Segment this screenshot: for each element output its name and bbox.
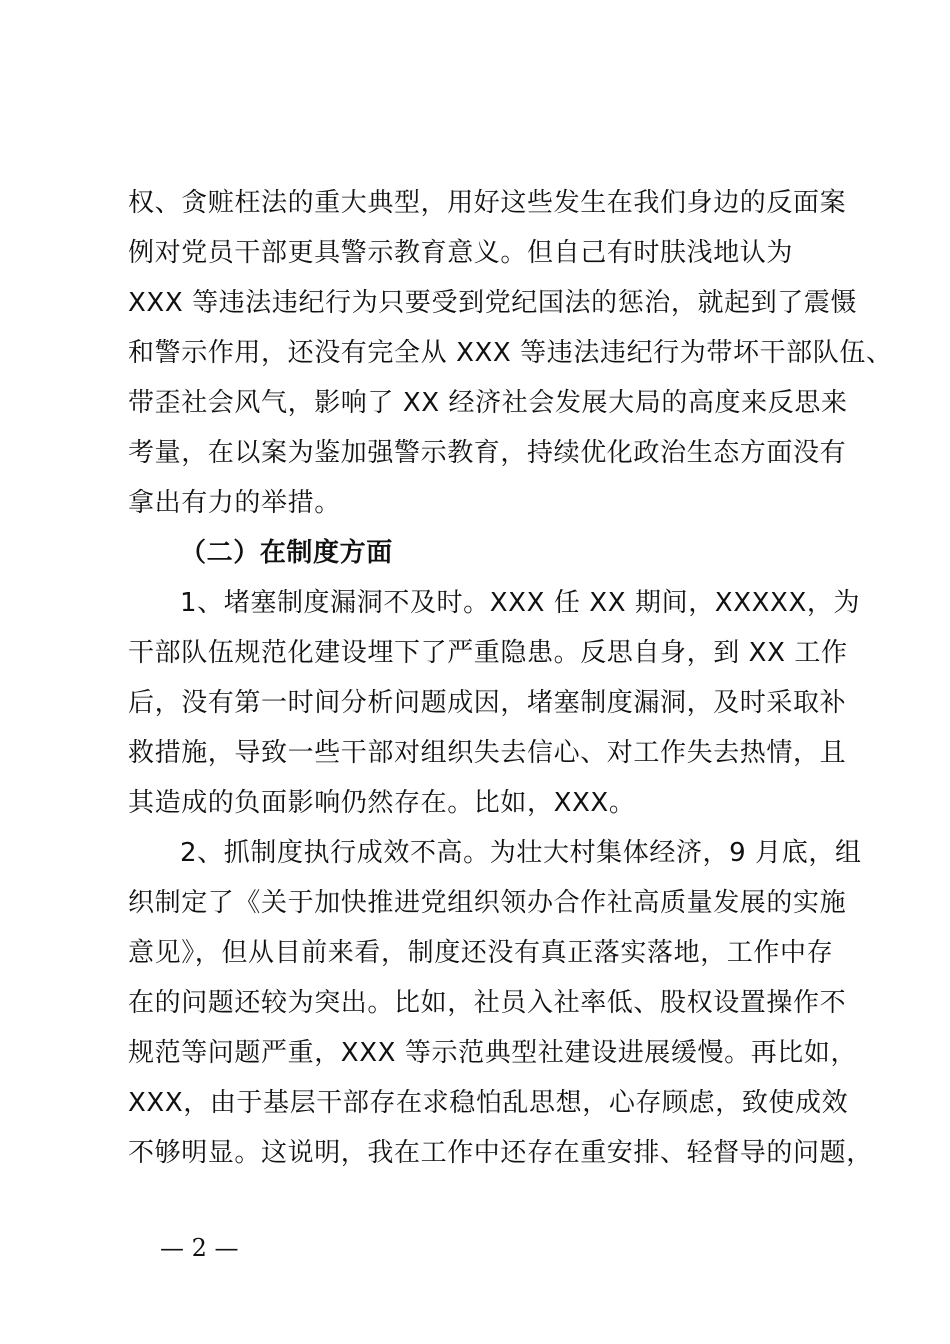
paragraph-line: 在的问题还较为突出。比如，社员入社率低、股权设置操作不 bbox=[128, 988, 847, 1018]
paragraph-line: 和警示作用，还没有完全从 XXX 等违法违纪行为带坏干部队伍、 bbox=[128, 338, 893, 368]
paragraph-line: 意见》，但从目前来看，制度还没有真正落实落地，工作中存 bbox=[128, 938, 834, 968]
paragraph-line: 拿出有力的举措。 bbox=[128, 488, 341, 518]
paragraph-line: XXX，由于基层干部存在求稳怕乱思想，心存顾虑，致使成效 bbox=[128, 1088, 849, 1118]
paragraph-line: XXX 等违法违纪行为只要受到党纪国法的惩治，就起到了震慑 bbox=[128, 288, 858, 318]
paragraph-line: 织制定了《关于加快推进党组织领办合作社高质量发展的实施 bbox=[128, 888, 847, 918]
paragraph-line: 规范等问题严重，XXX 等示范典型社建设进展缓慢。再比如， bbox=[128, 1038, 858, 1068]
paragraph-line: 带歪社会风气，影响了 XX 经济社会发展大局的高度来反思来 bbox=[128, 388, 848, 418]
paragraph-line: 救措施，导致一些干部对组织失去信心、对工作失去热情，且 bbox=[128, 738, 847, 768]
paragraph-line: 不够明显。这说明，我在工作中还存在重安排、轻督导的问题， bbox=[128, 1138, 873, 1168]
section-heading: （二）在制度方面 bbox=[180, 538, 393, 568]
paragraph-line: 2、抓制度执行成效不高。为壮大村集体经济，9 月底，组 bbox=[180, 838, 862, 868]
paragraph-line: 例对党员干部更具警示教育意义。但自己有时肤浅地认为 bbox=[128, 238, 794, 268]
paragraph-line: 后，没有第一时间分析问题成因，堵塞制度漏洞，及时采取补 bbox=[128, 688, 847, 718]
paragraph-line: 1、堵塞制度漏洞不及时。XXX 任 XX 期间，XXXXX，为 bbox=[180, 588, 861, 618]
paragraph-line: 考量，在以案为鉴加强警示教育，持续优化政治生态方面没有 bbox=[128, 438, 847, 468]
page-number: — 2 — bbox=[160, 1234, 239, 1262]
paragraph-line: 干部队伍规范化建设埋下了严重隐患。反思自身，到 XX 工作 bbox=[128, 638, 848, 668]
paragraph-line: 其造成的负面影响仍然存在。比如，XXX。 bbox=[128, 788, 636, 818]
paragraph-line: 权、贪赃枉法的重大典型，用好这些发生在我们身边的反面案 bbox=[128, 188, 847, 218]
